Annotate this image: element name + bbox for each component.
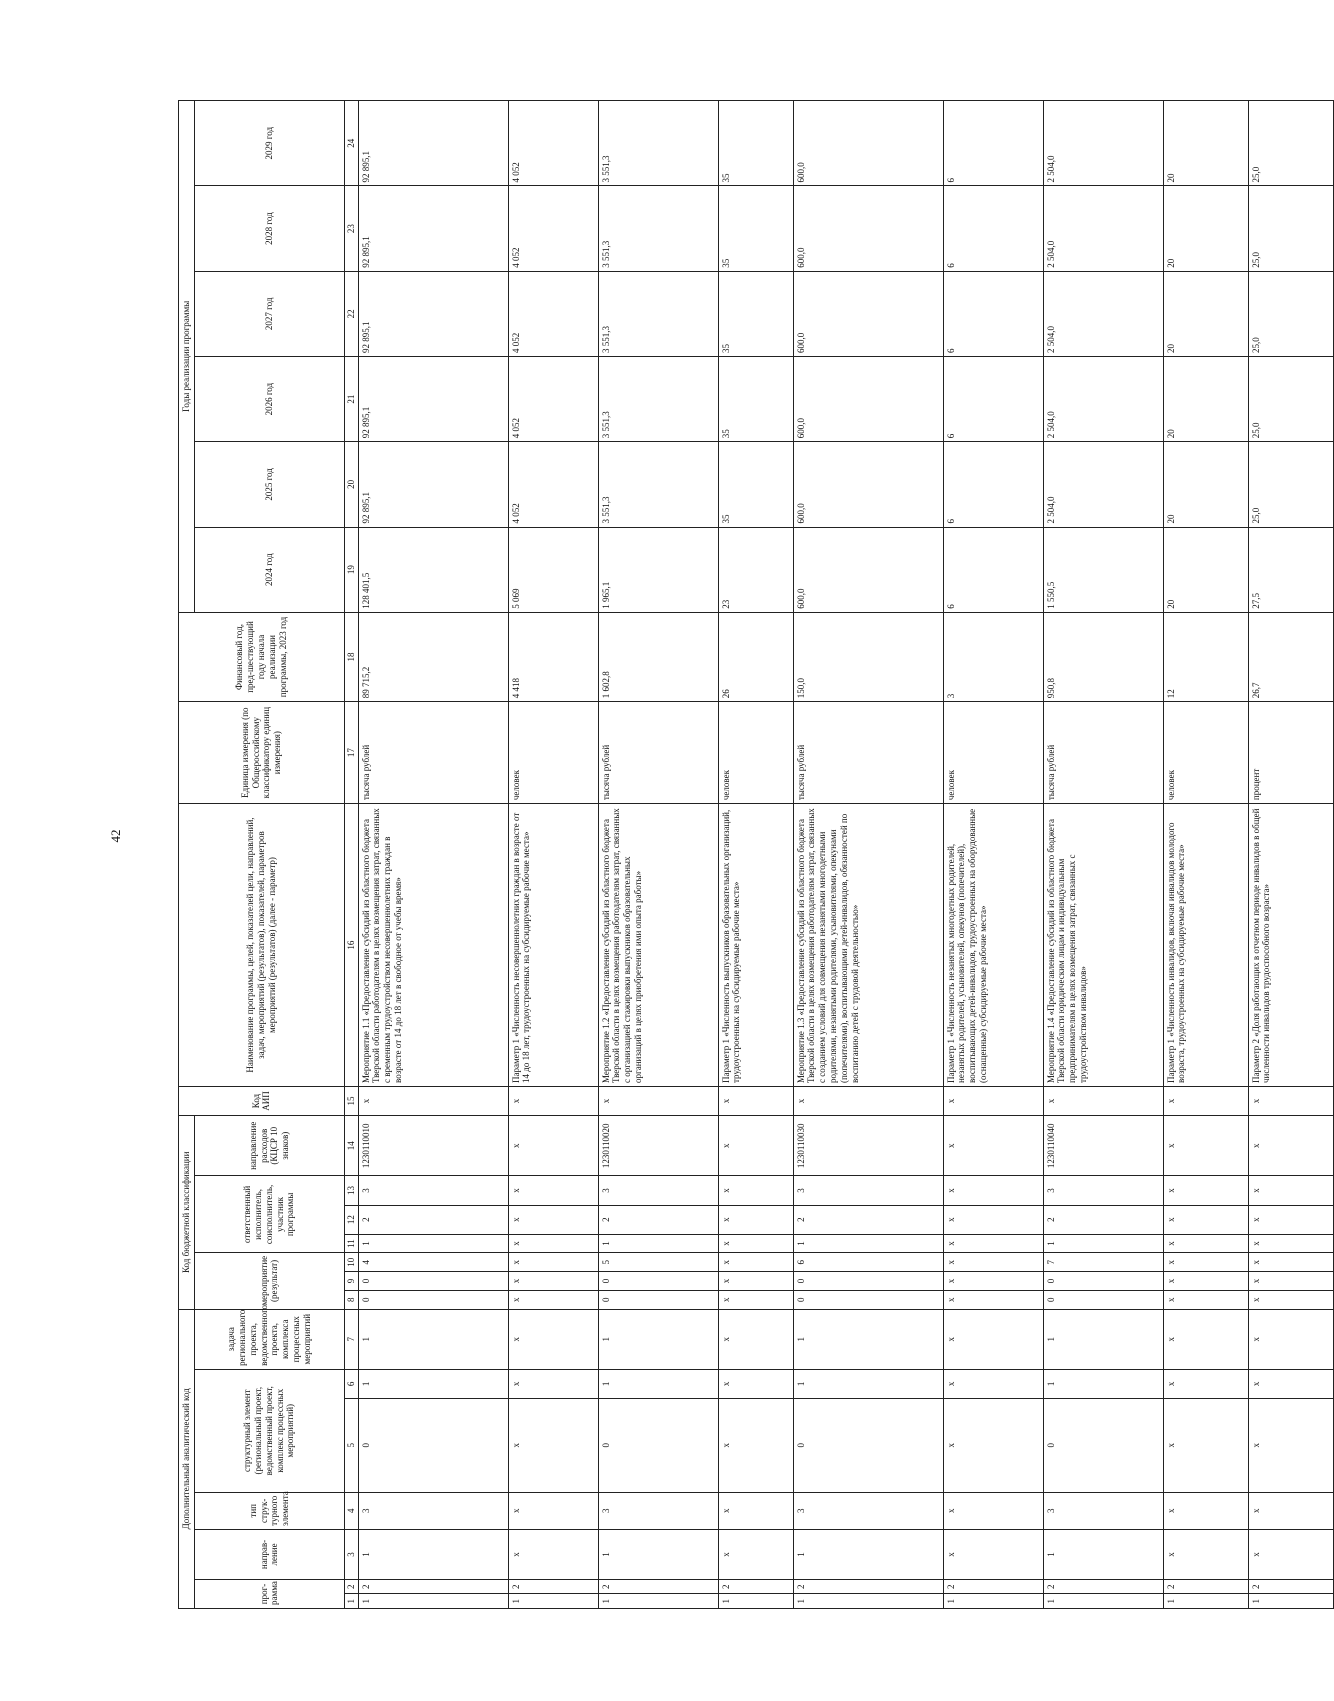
cell: x — [943, 1272, 1043, 1291]
cell: x — [943, 1398, 1043, 1492]
cell: 0 — [358, 1290, 508, 1309]
cell: 1 — [358, 1594, 508, 1609]
row-name: Мероприятие 1.2 «Предоставление субсидий из областного бюджета Тверской области в целях возмещения работодателям затрат, связанных с организацией стажировки выпускников образовательных организаций в целях приобретения ими опыта работы» — [598, 804, 718, 1087]
row-year: 35 — [718, 357, 793, 442]
col-num: 3 — [344, 1530, 358, 1580]
cell: x — [718, 1492, 793, 1529]
row-year: 20 — [1163, 186, 1248, 271]
row-name: Параметр 1 «Численность выпускников образовательных организаций, трудоустроенных на субсидируемые рабочие места» — [718, 804, 793, 1087]
cell: 2 — [358, 1579, 508, 1594]
cell: x — [358, 1086, 508, 1115]
fin-year-header: Финансовый год, пред-шествующий году начала реализации программы, 2023 год — [179, 612, 345, 701]
cell: x — [1163, 1492, 1248, 1529]
group-budget-header: Код бюджетной классификации — [179, 1116, 195, 1309]
cell: 4 — [358, 1253, 508, 1272]
row-unit: тысяча рублей — [598, 702, 718, 804]
col-num: 15 — [344, 1086, 358, 1115]
row-name: Параметр 2 «Доля работающих в отчетном периоде инвалидов в общей численности инвалидов трудоспособного возраста» — [1248, 804, 1333, 1087]
row-year: 2 504,0 — [1043, 357, 1163, 442]
cell: x — [508, 1290, 598, 1309]
cell: 3 — [1043, 1176, 1163, 1205]
cell: x — [718, 1205, 793, 1234]
napr-header: направ-ление — [194, 1530, 344, 1580]
col-num: 6 — [344, 1369, 358, 1398]
row-fin: 1 602,8 — [598, 612, 718, 701]
cell: 1 — [508, 1594, 598, 1609]
otv-header: ответственный исполнитель, соисполнитель, участник программы — [194, 1176, 344, 1253]
cell: 1 — [358, 1309, 508, 1369]
row-year: 35 — [718, 271, 793, 356]
col-num: 18 — [344, 612, 358, 701]
row-year: 4 052 — [508, 271, 598, 356]
cell: x — [508, 1398, 598, 1492]
cell: 2 — [1163, 1579, 1248, 1594]
cell: 1 — [793, 1530, 943, 1580]
row-unit: человек — [943, 702, 1043, 804]
cell: x — [943, 1290, 1043, 1309]
row-year: 4 052 — [508, 101, 598, 186]
row-year: 25,0 — [1248, 186, 1333, 271]
cell: 1 — [718, 1594, 793, 1609]
col-num: 19 — [344, 527, 358, 612]
table-row — [1043, 101, 1163, 1609]
cell: 1 — [793, 1594, 943, 1609]
cell: x — [943, 1205, 1043, 1234]
cell: 7 — [1043, 1253, 1163, 1272]
cell: x — [1248, 1234, 1333, 1253]
row-year: 3 551,3 — [598, 101, 718, 186]
row-year: 128 401,5 — [358, 527, 508, 612]
cell: 3 — [358, 1176, 508, 1205]
row-year: 2 504,0 — [1043, 271, 1163, 356]
cell: x — [508, 1234, 598, 1253]
col-num: 20 — [344, 442, 358, 527]
col-num: 21 — [344, 357, 358, 442]
row-year: 92 895,1 — [358, 271, 508, 356]
cell: x — [718, 1309, 793, 1369]
row-year: 5 069 — [508, 527, 598, 612]
napr-rash-header: направление расходов (КЦСР 10 знаков) — [194, 1116, 344, 1176]
cell: x — [1248, 1205, 1333, 1234]
cell: x — [1163, 1309, 1248, 1369]
cell: x — [1163, 1369, 1248, 1398]
row-year: 92 895,1 — [358, 357, 508, 442]
col-num: 24 — [344, 101, 358, 186]
column-number-row — [344, 101, 358, 1609]
cell: x — [943, 1492, 1043, 1529]
cell: 3 — [1043, 1492, 1163, 1529]
col-num: 9 — [344, 1272, 358, 1291]
row-unit: тысяча рублей — [793, 702, 943, 804]
name-header: Наименование программы, целей, показателей цели, направлений, задач, мероприятий (результатов), показателей, параметров мероприятий (результатов) (далее - параметр) — [179, 804, 345, 1087]
row-unit: человек — [718, 702, 793, 804]
col-num: 7 — [344, 1309, 358, 1369]
cell: x — [718, 1086, 793, 1115]
row-year: 1 965,1 — [598, 527, 718, 612]
row-fin: 3 — [943, 612, 1043, 701]
row-year: 6 — [943, 527, 1043, 612]
cell: x — [943, 1234, 1043, 1253]
cell: x — [943, 1253, 1043, 1272]
cell: x — [1248, 1369, 1333, 1398]
page-number: 42 — [108, 829, 123, 843]
cell: x — [1163, 1398, 1248, 1492]
table-row — [793, 101, 943, 1609]
row-fin: 26,7 — [1248, 612, 1333, 701]
cell: 0 — [358, 1398, 508, 1492]
cell: x — [1248, 1176, 1333, 1205]
cell: x — [1248, 1309, 1333, 1369]
table-row — [943, 101, 1043, 1609]
row-year: 35 — [718, 186, 793, 271]
row-year: 3 551,3 — [598, 357, 718, 442]
row-unit: человек — [1163, 702, 1248, 804]
cell: x — [1163, 1272, 1248, 1291]
cell: x — [508, 1253, 598, 1272]
row-year: 600,0 — [793, 271, 943, 356]
cell: x — [943, 1309, 1043, 1369]
row-unit: человек — [508, 702, 598, 804]
cell: x — [793, 1086, 943, 1115]
row-name: Параметр 1 «Численность незанятых многодетных родителей, незанятых родителей, усыновителей, опекунов (попечителей), воспитывающих детей-инвалидов, трудоустроенных на оборудованные (оснащенные) субсидируемые рабочие места» — [943, 804, 1043, 1087]
row-year: 20 — [1163, 357, 1248, 442]
row-year: 600,0 — [793, 442, 943, 527]
cell: x — [718, 1398, 793, 1492]
cell: x — [598, 1086, 718, 1115]
cell: x — [1248, 1272, 1333, 1291]
table-row — [1163, 101, 1248, 1609]
row-year: 6 — [943, 271, 1043, 356]
row-year: 25,0 — [1248, 357, 1333, 442]
row-year: 1 550,5 — [1043, 527, 1163, 612]
cell: 1 — [1043, 1594, 1163, 1609]
year-2029-header: 2029 год — [194, 101, 344, 186]
cell: 6 — [793, 1253, 943, 1272]
table-row — [508, 101, 598, 1609]
cell: 0 — [793, 1290, 943, 1309]
cell: 0 — [358, 1272, 508, 1291]
row-year: 35 — [718, 442, 793, 527]
years-group-header: Годы реализации программы — [179, 101, 195, 613]
cell: 3 — [793, 1176, 943, 1205]
row-fin: 26 — [718, 612, 793, 701]
row-name: Параметр 1 «Численность несовершеннолетних граждан в возрасте от 14 до 18 лет, трудоустроенных на субсидируемые рабочие места» — [508, 804, 598, 1087]
cell: x — [718, 1369, 793, 1398]
cell: 0 — [598, 1398, 718, 1492]
cell: x — [508, 1205, 598, 1234]
cell: x — [508, 1309, 598, 1369]
year-2026-header: 2026 год — [194, 357, 344, 442]
cell: 1 — [793, 1234, 943, 1253]
cell: 2 — [718, 1579, 793, 1594]
cell: x — [1248, 1492, 1333, 1529]
col-num: 10 — [344, 1253, 358, 1272]
col-num: 13 — [344, 1176, 358, 1205]
cell: 1 — [598, 1309, 718, 1369]
row-year: 2 504,0 — [1043, 186, 1163, 271]
cell: 1 — [1248, 1594, 1333, 1609]
cell: 0 — [1043, 1272, 1163, 1291]
cell: x — [1248, 1290, 1333, 1309]
cell: 1 — [598, 1234, 718, 1253]
cell: x — [1163, 1530, 1248, 1580]
cell: 0 — [793, 1272, 943, 1291]
cell: 1230110020 — [598, 1116, 718, 1176]
row-year: 92 895,1 — [358, 101, 508, 186]
table-row — [598, 101, 718, 1609]
row-fin: 89 715,2 — [358, 612, 508, 701]
col-num: 2 — [344, 1579, 358, 1594]
group-dop-header: Дополнительный аналитический код — [179, 1309, 195, 1608]
cell: 2 — [1043, 1205, 1163, 1234]
cell: 2 — [793, 1579, 943, 1594]
cell: x — [1248, 1530, 1333, 1580]
table-row — [1248, 101, 1333, 1609]
cell: x — [718, 1253, 793, 1272]
year-2027-header: 2027 год — [194, 271, 344, 356]
cell: x — [943, 1530, 1043, 1580]
cell: x — [1043, 1086, 1163, 1115]
row-year: 4 052 — [508, 442, 598, 527]
tip-header: тип струк-турного элемента — [194, 1492, 344, 1529]
col-num: 14 — [344, 1116, 358, 1176]
row-year: 6 — [943, 357, 1043, 442]
row-year: 600,0 — [793, 101, 943, 186]
meropr-header: мероприятие (результат) — [194, 1253, 344, 1309]
cell: 2 — [358, 1205, 508, 1234]
kod-aip-header: Код АИП — [179, 1086, 345, 1115]
struct-header: структурный элемент (региональный проект, ведомственный проект, комплекс процессных мероприятий) — [194, 1369, 344, 1492]
cell: x — [1163, 1176, 1248, 1205]
row-year: 25,0 — [1248, 271, 1333, 356]
cell: x — [943, 1369, 1043, 1398]
cell: 1 — [1163, 1594, 1248, 1609]
cell: x — [943, 1116, 1043, 1176]
cell: x — [718, 1272, 793, 1291]
col-num: 16 — [344, 804, 358, 1087]
cell: 2 — [793, 1205, 943, 1234]
row-unit: тысяча рублей — [1043, 702, 1163, 804]
cell: 2 — [1248, 1579, 1333, 1594]
row-year: 4 052 — [508, 357, 598, 442]
cell: x — [508, 1530, 598, 1580]
cell: x — [718, 1234, 793, 1253]
row-name: Мероприятие 1.4 «Предоставление субсидий из областного бюджета Тверской области юридическим лицам и индивидуальным предпринимателям в целях возмещения затрат, связанных с трудоустройством инвалидов» — [1043, 804, 1163, 1087]
row-name: Мероприятие 1.3 «Предоставление субсидий из областного бюджета Тверской области в целях возмещения работодателям затрат, связанных с созданием условий для совмещения незанятыми многодетными родителями, незанятыми родителями, усыновителями, опекунами (попечителями), воспитывающими детей-инвалидов, обязанностей по воспитанию детей с трудовой деятельностью» — [793, 804, 943, 1087]
cell: 0 — [598, 1272, 718, 1291]
cell: 1 — [1043, 1309, 1163, 1369]
header-row-1 — [179, 101, 195, 1609]
prog-header: прог-рамма — [194, 1579, 344, 1608]
cell: 1 — [598, 1369, 718, 1398]
table-row — [718, 101, 793, 1609]
row-year: 92 895,1 — [358, 442, 508, 527]
col-num: 17 — [344, 702, 358, 804]
cell: x — [718, 1530, 793, 1580]
row-fin: 150,0 — [793, 612, 943, 701]
cell: 1 — [358, 1234, 508, 1253]
cell: 1 — [1043, 1369, 1163, 1398]
row-fin: 950,8 — [1043, 612, 1163, 701]
row-year: 20 — [1163, 527, 1248, 612]
unit-header: Единица измерения (по Общероссийскому классификатору единиц измерения) — [179, 702, 345, 804]
cell: 2 — [598, 1579, 718, 1594]
col-num: 23 — [344, 186, 358, 271]
row-year: 600,0 — [793, 527, 943, 612]
zadacha-header: задача регионального проекта, ведомственного проекта, комплекса процессных мероприятий — [194, 1309, 344, 1369]
cell: x — [718, 1176, 793, 1205]
cell: 2 — [598, 1205, 718, 1234]
cell: x — [508, 1272, 598, 1291]
cell: 1230110030 — [793, 1116, 943, 1176]
row-name: Мероприятие 1.1 «Предоставление субсидий из областного бюджета Тверской области работодателям в целях возмещения затрат, связанных с временным трудоустройством несовершеннолетних граждан в возрасте от 14 до 18 лет в свободное от учебы время» — [358, 804, 508, 1087]
row-year: 6 — [943, 101, 1043, 186]
row-year: 3 551,3 — [598, 442, 718, 527]
cell: x — [1163, 1086, 1248, 1115]
row-year: 20 — [1163, 442, 1248, 527]
row-year: 6 — [943, 186, 1043, 271]
cell: 5 — [598, 1253, 718, 1272]
row-year: 20 — [1163, 101, 1248, 186]
cell: 3 — [598, 1176, 718, 1205]
cell: 1 — [943, 1594, 1043, 1609]
col-num: 1 — [344, 1594, 358, 1609]
cell: x — [1163, 1116, 1248, 1176]
col-num: 5 — [344, 1398, 358, 1492]
cell: x — [1248, 1086, 1333, 1115]
cell: x — [1248, 1398, 1333, 1492]
cell: 2 — [943, 1579, 1043, 1594]
cell: x — [508, 1176, 598, 1205]
cell: x — [508, 1116, 598, 1176]
cell: x — [508, 1086, 598, 1115]
cell: 3 — [598, 1492, 718, 1529]
cell: x — [508, 1369, 598, 1398]
row-year: 6 — [943, 442, 1043, 527]
row-year: 25,0 — [1248, 101, 1333, 186]
row-year: 2 504,0 — [1043, 101, 1163, 186]
cell: 0 — [1043, 1290, 1163, 1309]
row-year: 92 895,1 — [358, 186, 508, 271]
cell: x — [943, 1176, 1043, 1205]
cell: x — [1163, 1234, 1248, 1253]
row-year: 2 504,0 — [1043, 442, 1163, 527]
cell: 2 — [1043, 1579, 1163, 1594]
row-year: 25,0 — [1248, 442, 1333, 527]
row-fin: 4 418 — [508, 612, 598, 701]
row-year: 23 — [718, 527, 793, 612]
cell: 1 — [358, 1530, 508, 1580]
row-unit: процент — [1248, 702, 1333, 804]
col-num: 12 — [344, 1205, 358, 1234]
program-table — [178, 100, 1334, 1609]
cell: 1230110040 — [1043, 1116, 1163, 1176]
rotated-table-wrapper — [178, 109, 1272, 1609]
cell: 1 — [1043, 1530, 1163, 1580]
cell: 1 — [598, 1594, 718, 1609]
row-year: 600,0 — [793, 186, 943, 271]
row-year: 27,5 — [1248, 527, 1333, 612]
cell: x — [1248, 1253, 1333, 1272]
cell: 2 — [508, 1579, 598, 1594]
cell: 0 — [1043, 1398, 1163, 1492]
year-2028-header: 2028 год — [194, 186, 344, 271]
cell: x — [718, 1116, 793, 1176]
row-year: 3 551,3 — [598, 186, 718, 271]
cell: x — [1163, 1253, 1248, 1272]
cell: 1 — [1043, 1234, 1163, 1253]
year-2025-header: 2025 год — [194, 442, 344, 527]
cell: 0 — [598, 1290, 718, 1309]
cell: 1 — [793, 1309, 943, 1369]
cell: 3 — [358, 1492, 508, 1529]
cell: x — [1248, 1116, 1333, 1176]
cell: x — [1163, 1290, 1248, 1309]
cell: x — [718, 1290, 793, 1309]
cell: 0 — [793, 1398, 943, 1492]
cell: x — [508, 1492, 598, 1529]
cell: x — [943, 1086, 1043, 1115]
row-year: 600,0 — [793, 357, 943, 442]
cell: 3 — [793, 1492, 943, 1529]
col-num: 4 — [344, 1492, 358, 1529]
row-year: 3 551,3 — [598, 271, 718, 356]
row-name: Параметр 1 «Численность инвалидов, включая инвалидов молодого возраста, трудоустроенных на субсидируемые рабочие места» — [1163, 804, 1248, 1087]
row-year: 4 052 — [508, 186, 598, 271]
row-year: 20 — [1163, 271, 1248, 356]
cell: x — [1163, 1205, 1248, 1234]
row-year: 35 — [718, 101, 793, 186]
row-fin: 12 — [1163, 612, 1248, 701]
cell: 1230110010 — [358, 1116, 508, 1176]
table-row — [358, 101, 508, 1609]
year-2024-header: 2024 год — [194, 527, 344, 612]
cell: 1 — [598, 1530, 718, 1580]
cell: 1 — [793, 1369, 943, 1398]
col-num: 11 — [344, 1234, 358, 1253]
cell: 1 — [358, 1369, 508, 1398]
col-num: 22 — [344, 271, 358, 356]
row-unit: тысяча рублей — [358, 702, 508, 804]
col-num: 8 — [344, 1290, 358, 1309]
table-body — [358, 101, 1333, 1609]
